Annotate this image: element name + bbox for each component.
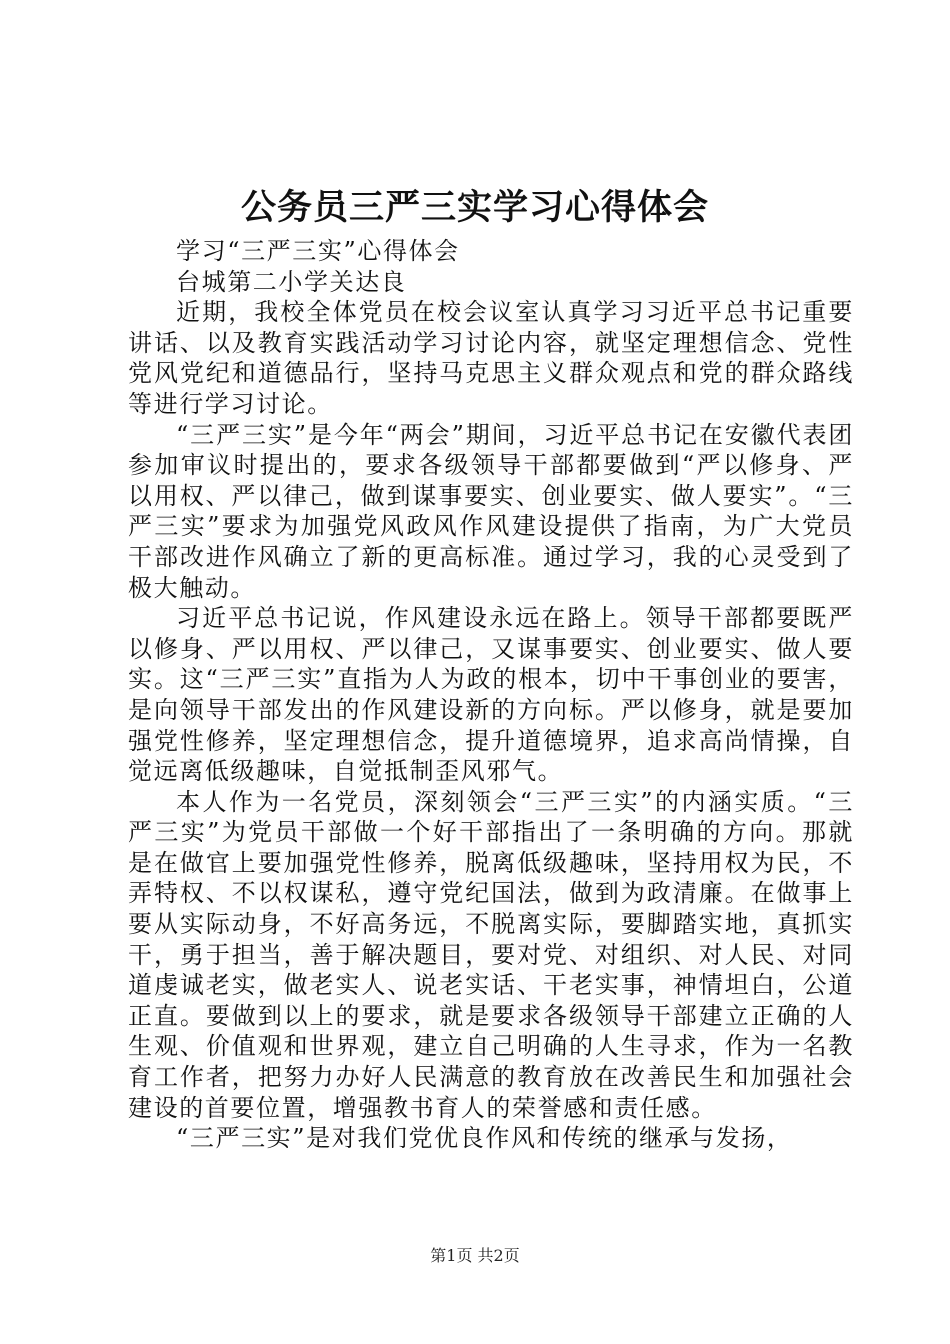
- subtitle-paragraph: 学习“三严三实”心得体会: [176, 237, 460, 265]
- page-number-footer: 第1页 共2页: [430, 1246, 520, 1265]
- body-paragraph: 习近平总书记说，作风建设永远在路上。领导干部都要既严以修身、严以用权、严以律己，又谋事要实、创业要实、做人要实。这“三严三实”直指为人为政的根本，切中干事创业的要害，是向领导干部发出的作风建设新的方向标。严以修身，就是要加强党性修养，坚定理想信念，提升道德境界，追求高尚情操，自觉远离低级趣味，自觉抵制歪风邪气。: [128, 604, 854, 786]
- document-title: 公务员三严三实学习心得体会: [240, 188, 709, 228]
- document-body: [128, 236, 854, 1154]
- body-paragraph: “三严三实”是今年“两会”期间，习近平总书记在安徽代表团参加审议时提出的，要求各级领导干部都要做到“严以修身、严以用权、严以律己，做到谋事要实、创业要实、做人要实”。“三严三实”要求为加强党风政风作风建设提供了指南，为广大党员干部改进作风确立了新的更高标准。通过学习，我的心灵受到了极大触动。: [128, 420, 854, 602]
- body-paragraph: “三严三实”是对我们党优良作风和传统的继承与发扬，: [176, 1124, 793, 1153]
- body-paragraph: 本人作为一名党员，深刻领会“三严三实”的内涵实质。“三严三实”为党员干部做一个好干部指出了一条明确的方向。那就是在做官上要加强党性修养，脱离低级趣味，坚持用权为民，不弄特权、不以权谋私，遵守党纪国法，做到为政清廉。在做事上要从实际动身，不好高务远，不脱离实际，要脚踏实地，真抓实干，勇于担当，善于解决题目，要对党、对组织、对人民、对同道虔诚老实，做老实人、说老实话、干老实事，神情坦白，公道正直。要做到以上的要求，就是要求各级领导干部建立正确的人生观、价值观和世界观，建立自己明确的人生寻求，作为一名教育工作者，把努力办好人民满意的教育放在改善民生和加强社会建设的首要位置，增强教书育人的荣誉感和责任感。: [128, 787, 854, 1122]
- author-paragraph: 台城第二小学关达良: [176, 267, 407, 296]
- body-paragraph: 近期，我校全体党员在校会议室认真学习习近平总书记重要讲话、以及教育实践活动学习讨论内容，就坚定理想信念、党性党风党纪和道德品行，坚持马克思主义群众观点和党的群众路线等进行学习讨论。: [128, 298, 854, 418]
